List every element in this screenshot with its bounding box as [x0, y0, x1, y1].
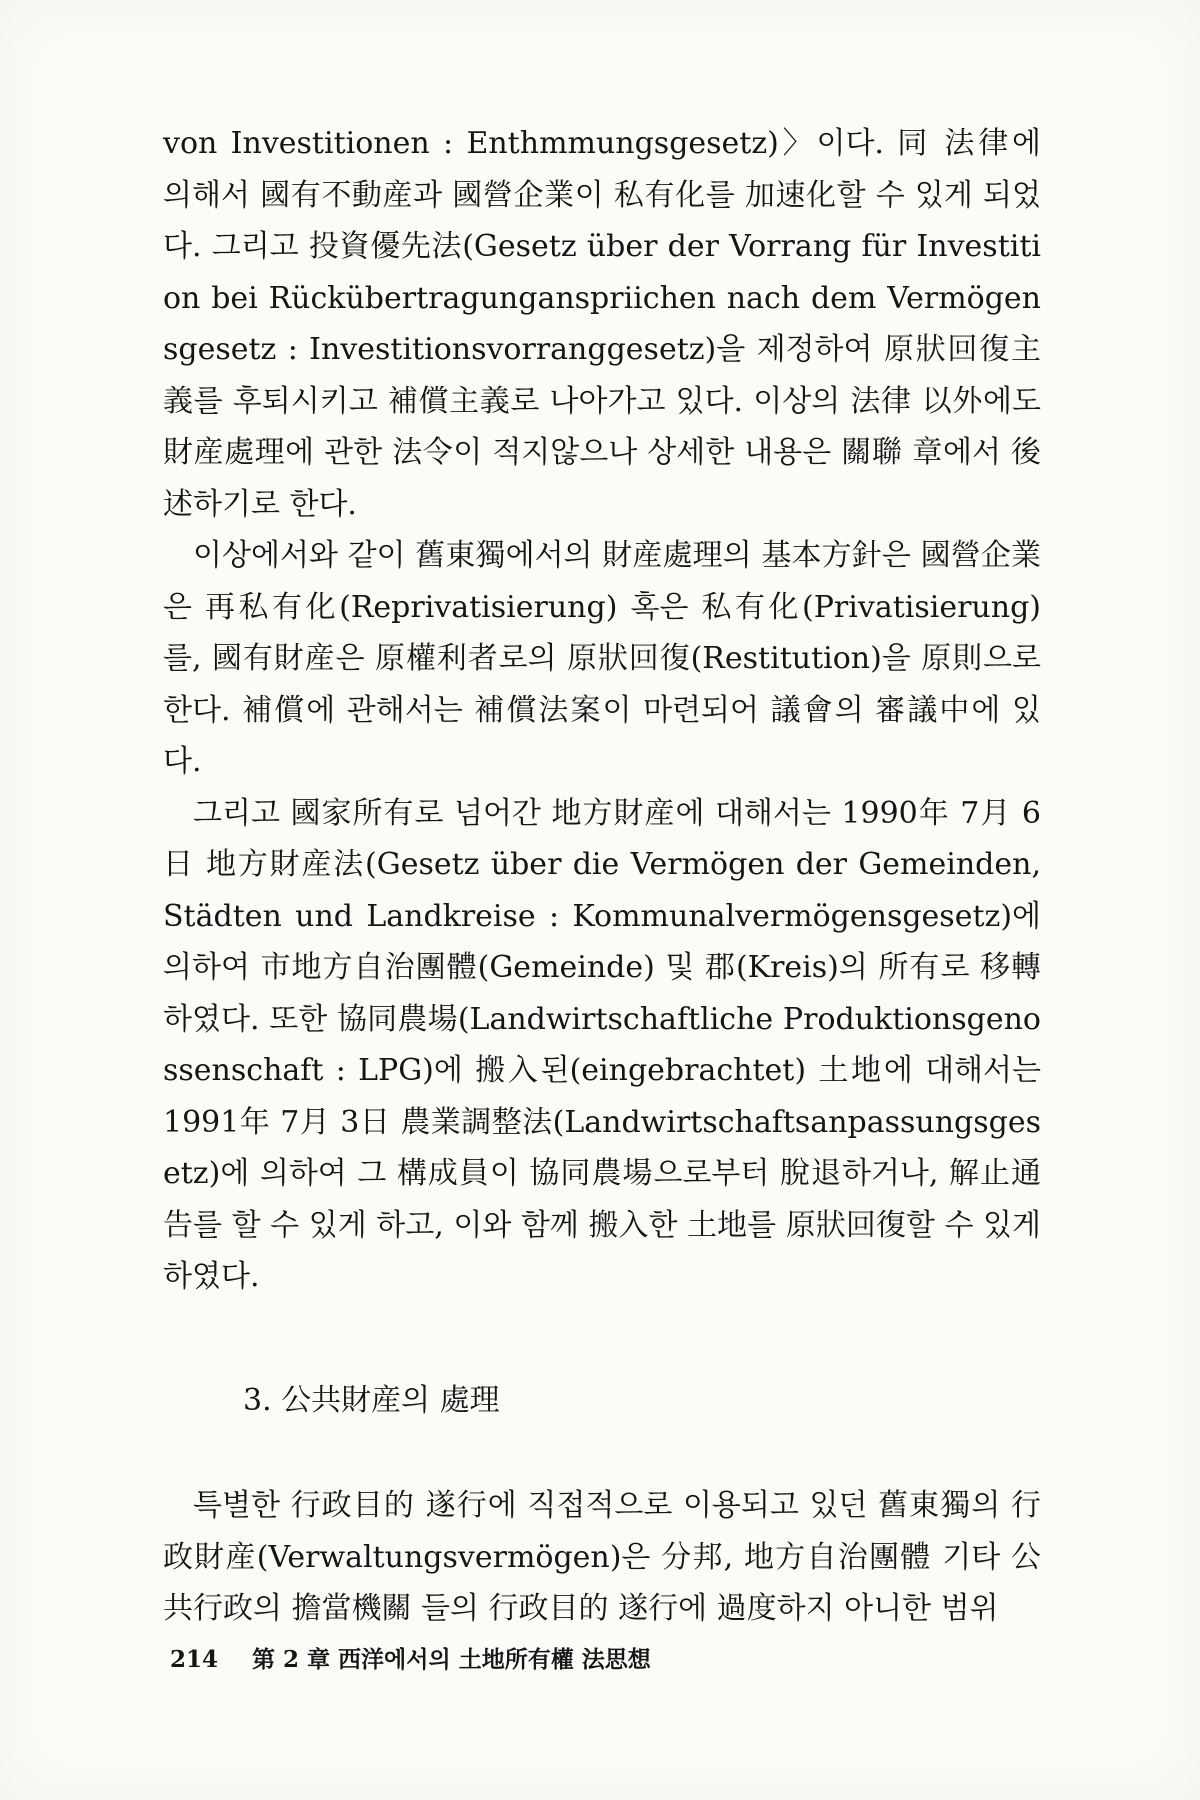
section-heading: 3. 公共財産의 處理: [243, 1382, 500, 1418]
section-paragraph: 특별한 行政目的 遂行에 직접적으로 이용되고 있던 舊東獨의 行政財産(Verwaltungsvermögen)은 分邦, 地方自治團體 기타 公共行政의 擔當機關 들의 行政目的 遂行에 過度하지 아니한 범위: [163, 1488, 1041, 1626]
page-footer: [170, 1641, 651, 1674]
paragraph-1: von Investitionen : Enthmmungsgesetz)〉이다. 同 法律에 의해서 國有不動産과 國營企業이 私有化를 加速化할 수 있게 되었다. 그리고 投資優先法(Gesetz über der Vorrang für Investition bei Rückübertragunganspriichen nach dem Vermögensgesetz : Investitionsvorranggesetz)을 제정하여 原狀回復主義를 후퇴시키고 補償主義로 나아가고 있다. 이상의 法律 以外에도 財産處理에 관한 法令이 적지않으나 상세한 내용은 關聯 章에서 後述하기로 한다.: [163, 126, 1041, 522]
running-footer-chapter: 第 2 章 西洋에서의 土地所有權 法思想: [252, 1646, 651, 1673]
page-number: 214: [170, 1646, 219, 1673]
body-text: [163, 118, 1041, 1635]
paragraph-2: 이상에서와 같이 舊東獨에서의 財産處理의 基本方針은 國營企業은 再私有化(Reprivatisierung) 혹은 私有化(Privatisierung)를, 國有財産은 原權利者로의 原狀回復(Restitution)을 原則으로 한다. 補償에 관해서는 補償法案이 마련되어 議會의 審議中에 있다.: [163, 538, 1041, 779]
paragraph-3: 그리고 國家所有로 넘어간 地方財産에 대해서는 1990年 7月 6日 地方財産法(Gesetz über die Vermögen der Gemeinden, Städten und Landkreise : Kommunalvermögensgesetz)에 의하여 市地方自治團體(Gemeinde) 및 郡(Kreis)의 所有로 移轉하였다. 또한 協同農場(Landwirtschaftliche Produktionsgenossenschaft : LPG)에 搬入된(eingebrachtet) 土地에 대해서는 1991年 7月 3日 農業調整法(Landwirtschaftsanpassungsgesetz)에 의하여 그 構成員이 協同農場으로부터 脫退하거나, 解止通告를 할 수 있게 하고, 이와 함께 搬入한 土地를 原狀回復할 수 있게 하였다.: [163, 795, 1041, 1294]
